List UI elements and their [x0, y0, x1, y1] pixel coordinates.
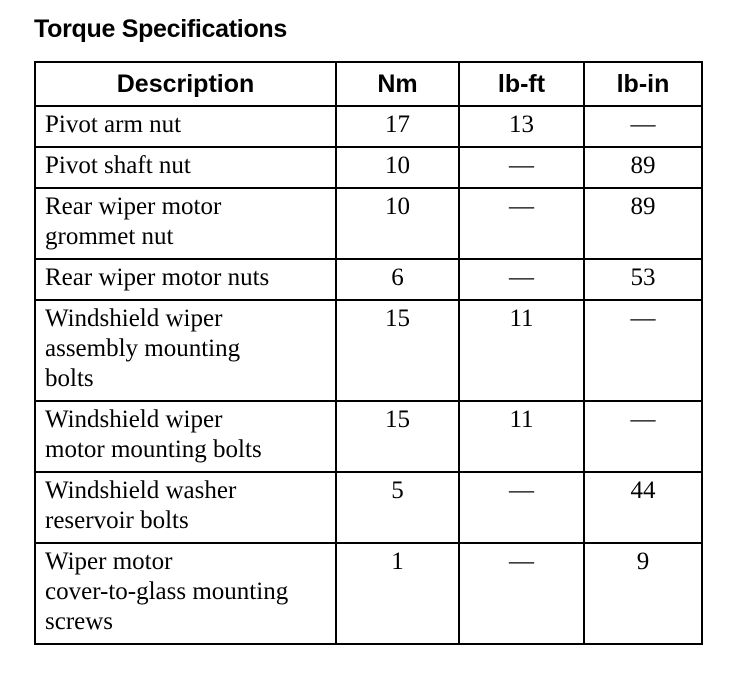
header-nm: Nm: [336, 62, 459, 106]
table-row: [35, 401, 702, 472]
cell-lb-in: —: [584, 300, 702, 401]
cell-description: Rear wiper motor nuts: [35, 259, 336, 300]
cell-nm: 17: [336, 106, 459, 147]
cell-lb-in: 53: [584, 259, 702, 300]
cell-nm: 6: [336, 259, 459, 300]
cell-description: Pivot arm nut: [35, 106, 336, 147]
cell-lb-ft: —: [459, 147, 584, 188]
table-row: [35, 543, 702, 644]
table-row: [35, 188, 702, 259]
cell-nm: 15: [336, 300, 459, 401]
table-row: [35, 472, 702, 543]
header-lb-ft: lb-ft: [459, 62, 584, 106]
cell-nm: 10: [336, 147, 459, 188]
cell-description: Windshield wiper motor mounting bolts: [35, 401, 336, 472]
cell-lb-ft: —: [459, 543, 584, 644]
header-description: Description: [35, 62, 336, 106]
torque-spec-table: [34, 61, 703, 645]
cell-nm: 5: [336, 472, 459, 543]
cell-description: Pivot shaft nut: [35, 147, 336, 188]
cell-lb-ft: —: [459, 472, 584, 543]
cell-nm: 1: [336, 543, 459, 644]
cell-lb-ft: —: [459, 259, 584, 300]
table-row: [35, 300, 702, 401]
page-title: Torque Specifications: [34, 15, 288, 43]
cell-lb-in: —: [584, 401, 702, 472]
cell-lb-ft: 13: [459, 106, 584, 147]
cell-nm: 10: [336, 188, 459, 259]
cell-lb-in: 89: [584, 188, 702, 259]
cell-lb-ft: 11: [459, 300, 584, 401]
table-row: [35, 106, 702, 147]
cell-lb-ft: —: [459, 188, 584, 259]
cell-lb-in: 44: [584, 472, 702, 543]
header-lb-in: lb-in: [584, 62, 702, 106]
cell-description: Wiper motor cover-to-glass mounting screws: [35, 543, 336, 644]
table-header-row: [35, 62, 702, 106]
cell-lb-in: 89: [584, 147, 702, 188]
cell-description: Windshield washer reservoir bolts: [35, 472, 336, 543]
cell-nm: 15: [336, 401, 459, 472]
table-row: [35, 147, 702, 188]
cell-description: Rear wiper motor grommet nut: [35, 188, 336, 259]
cell-lb-in: —: [584, 106, 702, 147]
table-row: [35, 259, 702, 300]
cell-lb-in: 9: [584, 543, 702, 644]
cell-lb-ft: 11: [459, 401, 584, 472]
cell-description: Windshield wiper assembly mounting bolts: [35, 300, 336, 401]
